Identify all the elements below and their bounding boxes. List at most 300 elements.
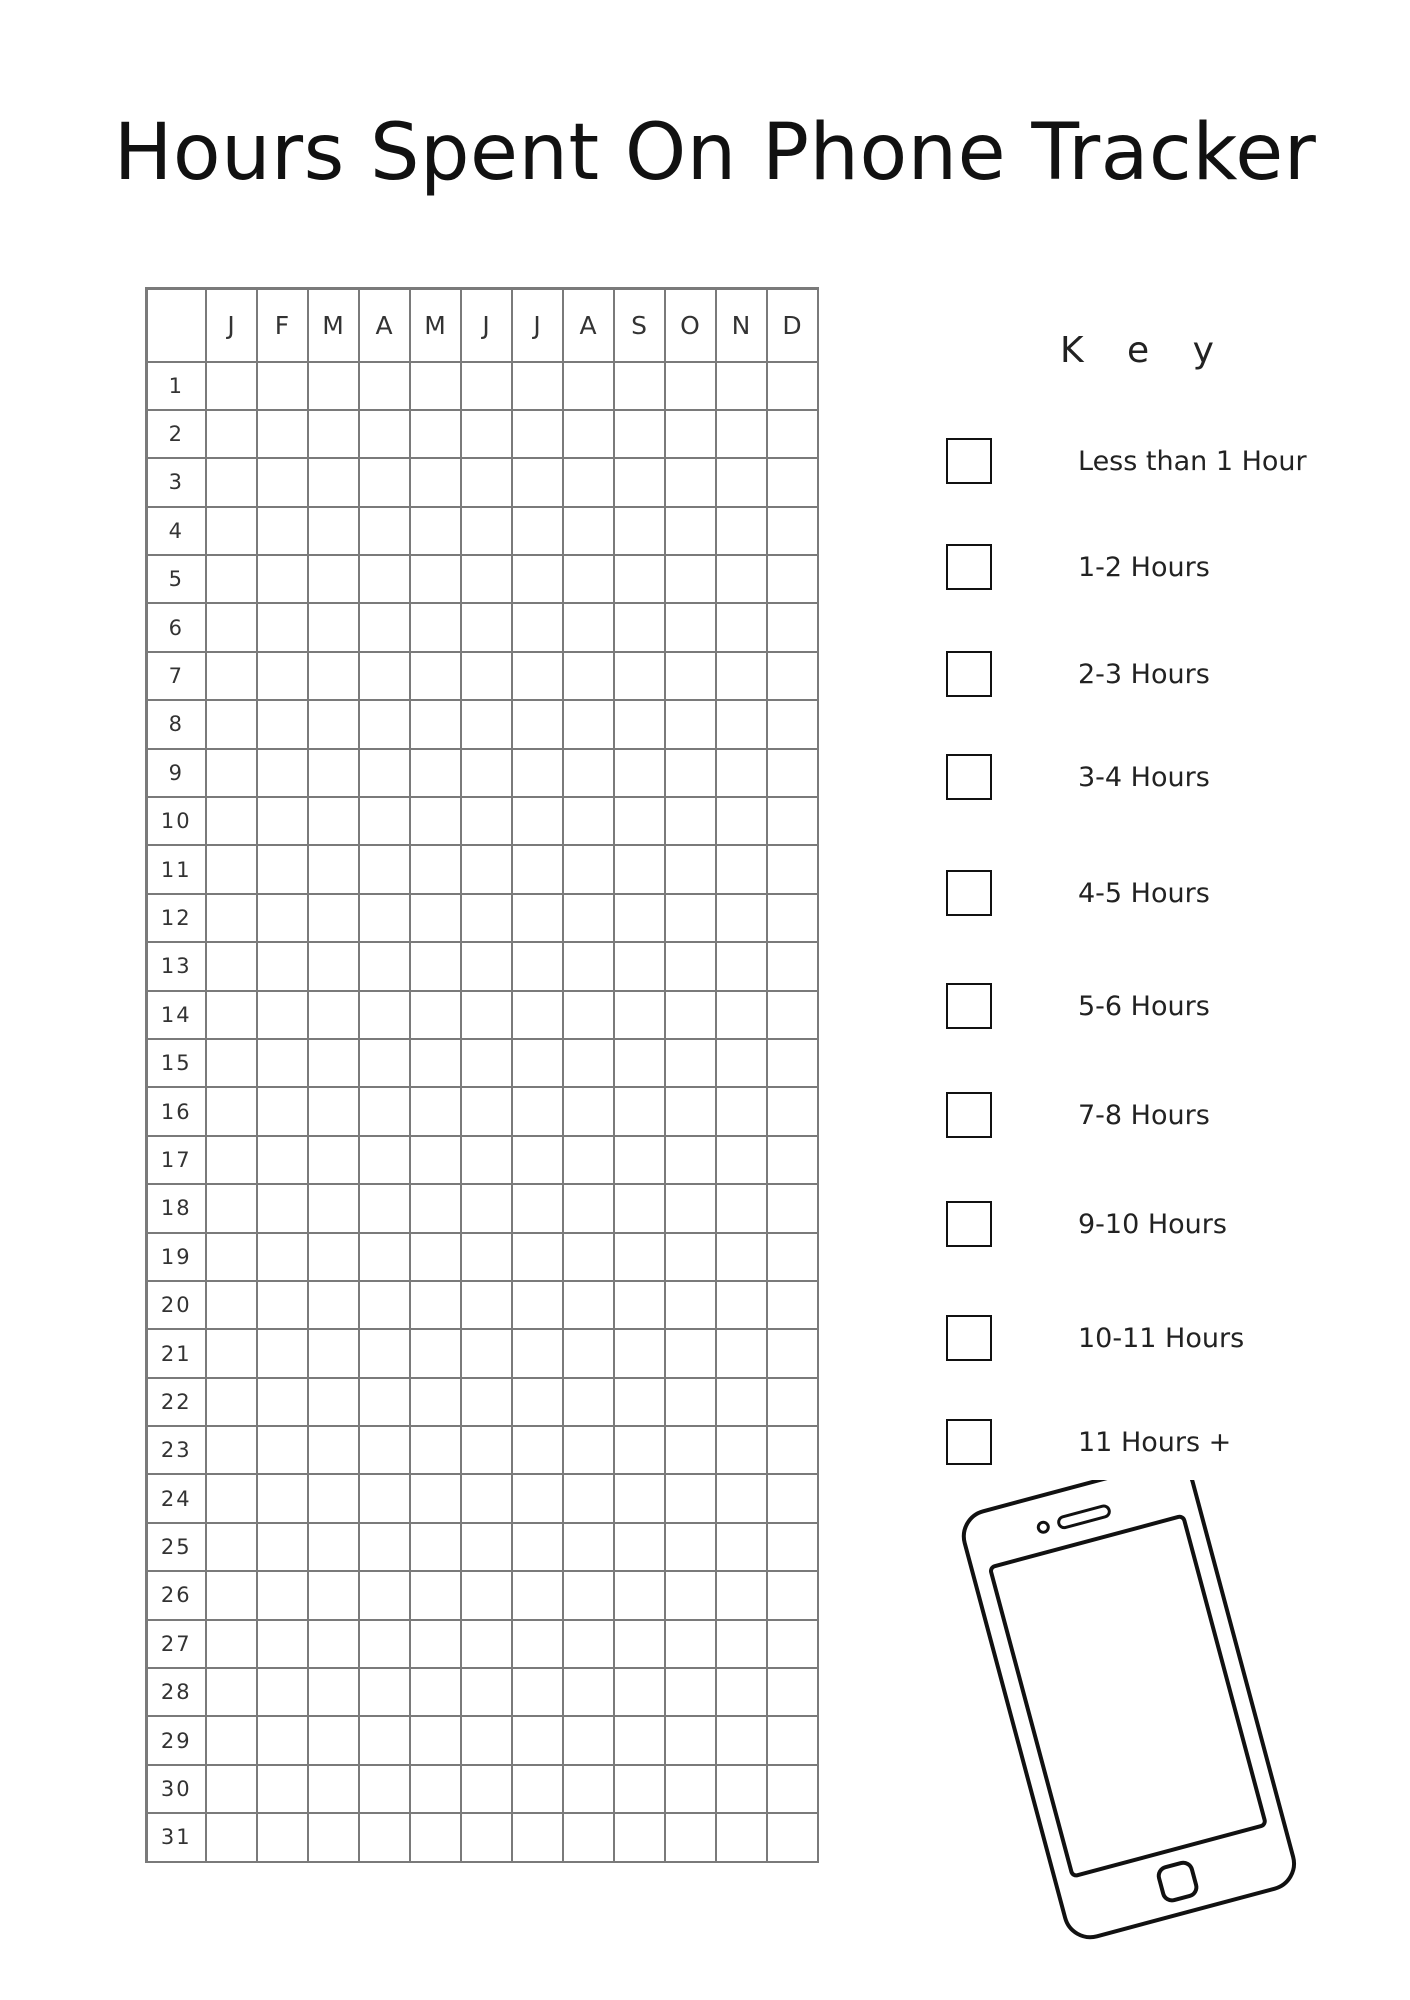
tracker-cell[interactable] — [461, 700, 512, 748]
tracker-cell[interactable] — [563, 1378, 614, 1426]
tracker-cell[interactable] — [614, 845, 665, 893]
tracker-cell[interactable] — [359, 1426, 410, 1474]
tracker-cell[interactable] — [206, 652, 257, 700]
tracker-cell[interactable] — [410, 700, 461, 748]
tracker-cell[interactable] — [767, 749, 818, 797]
tracker-cell[interactable] — [257, 942, 308, 990]
tracker-cell[interactable] — [563, 1474, 614, 1522]
tracker-cell[interactable] — [665, 1184, 716, 1232]
tracker-cell[interactable] — [410, 1136, 461, 1184]
key-checkbox[interactable] — [946, 1201, 992, 1247]
tracker-cell[interactable] — [716, 1813, 767, 1861]
tracker-cell[interactable] — [257, 1474, 308, 1522]
tracker-cell[interactable] — [716, 1329, 767, 1377]
tracker-cell[interactable] — [410, 1233, 461, 1281]
tracker-cell[interactable] — [257, 1087, 308, 1135]
tracker-cell[interactable] — [563, 1184, 614, 1232]
tracker-cell[interactable] — [461, 1329, 512, 1377]
tracker-cell[interactable] — [767, 410, 818, 458]
tracker-cell[interactable] — [716, 555, 767, 603]
tracker-cell[interactable] — [461, 1087, 512, 1135]
tracker-cell[interactable] — [410, 1184, 461, 1232]
tracker-cell[interactable] — [716, 458, 767, 506]
tracker-cell[interactable] — [410, 1039, 461, 1087]
key-checkbox[interactable] — [946, 651, 992, 697]
tracker-cell[interactable] — [206, 991, 257, 1039]
tracker-cell[interactable] — [716, 1087, 767, 1135]
tracker-cell[interactable] — [410, 797, 461, 845]
tracker-cell[interactable] — [410, 1329, 461, 1377]
tracker-cell[interactable] — [512, 797, 563, 845]
tracker-cell[interactable] — [359, 1281, 410, 1329]
tracker-cell[interactable] — [614, 362, 665, 410]
tracker-cell[interactable] — [614, 1523, 665, 1571]
tracker-cell[interactable] — [716, 1523, 767, 1571]
tracker-cell[interactable] — [665, 410, 716, 458]
tracker-cell[interactable] — [665, 652, 716, 700]
tracker-cell[interactable] — [308, 1668, 359, 1716]
tracker-cell[interactable] — [767, 942, 818, 990]
tracker-cell[interactable] — [308, 1523, 359, 1571]
tracker-cell[interactable] — [257, 458, 308, 506]
tracker-cell[interactable] — [257, 362, 308, 410]
tracker-cell[interactable] — [461, 507, 512, 555]
tracker-cell[interactable] — [206, 1184, 257, 1232]
tracker-cell[interactable] — [563, 1716, 614, 1764]
tracker-cell[interactable] — [767, 845, 818, 893]
tracker-cell[interactable] — [359, 555, 410, 603]
tracker-cell[interactable] — [512, 1329, 563, 1377]
tracker-cell[interactable] — [767, 1329, 818, 1377]
tracker-cell[interactable] — [665, 1426, 716, 1474]
tracker-cell[interactable] — [665, 942, 716, 990]
tracker-cell[interactable] — [512, 1668, 563, 1716]
tracker-cell[interactable] — [614, 991, 665, 1039]
tracker-cell[interactable] — [665, 1716, 716, 1764]
tracker-cell[interactable] — [665, 797, 716, 845]
tracker-cell[interactable] — [665, 700, 716, 748]
tracker-cell[interactable] — [563, 410, 614, 458]
tracker-cell[interactable] — [512, 1571, 563, 1619]
tracker-cell[interactable] — [563, 749, 614, 797]
tracker-cell[interactable] — [359, 942, 410, 990]
tracker-cell[interactable] — [614, 507, 665, 555]
tracker-cell[interactable] — [614, 1378, 665, 1426]
tracker-cell[interactable] — [512, 1233, 563, 1281]
tracker-cell[interactable] — [767, 1668, 818, 1716]
tracker-cell[interactable] — [206, 1329, 257, 1377]
tracker-cell[interactable] — [461, 1281, 512, 1329]
tracker-cell[interactable] — [308, 1233, 359, 1281]
tracker-cell[interactable] — [359, 1039, 410, 1087]
tracker-cell[interactable] — [257, 1523, 308, 1571]
tracker-cell[interactable] — [257, 555, 308, 603]
tracker-cell[interactable] — [512, 1378, 563, 1426]
tracker-cell[interactable] — [461, 942, 512, 990]
tracker-cell[interactable] — [563, 894, 614, 942]
tracker-cell[interactable] — [206, 507, 257, 555]
tracker-cell[interactable] — [359, 507, 410, 555]
tracker-cell[interactable] — [257, 1136, 308, 1184]
tracker-cell[interactable] — [767, 1378, 818, 1426]
tracker-cell[interactable] — [665, 555, 716, 603]
tracker-cell[interactable] — [512, 362, 563, 410]
tracker-cell[interactable] — [308, 845, 359, 893]
tracker-cell[interactable] — [308, 1087, 359, 1135]
tracker-cell[interactable] — [461, 410, 512, 458]
tracker-cell[interactable] — [359, 1668, 410, 1716]
tracker-cell[interactable] — [410, 1426, 461, 1474]
tracker-cell[interactable] — [461, 1813, 512, 1861]
tracker-cell[interactable] — [563, 1765, 614, 1813]
tracker-cell[interactable] — [563, 1426, 614, 1474]
tracker-cell[interactable] — [665, 1039, 716, 1087]
tracker-cell[interactable] — [206, 1765, 257, 1813]
tracker-cell[interactable] — [206, 410, 257, 458]
tracker-cell[interactable] — [206, 603, 257, 651]
tracker-cell[interactable] — [359, 1136, 410, 1184]
tracker-cell[interactable] — [410, 603, 461, 651]
tracker-cell[interactable] — [308, 362, 359, 410]
tracker-cell[interactable] — [359, 1716, 410, 1764]
tracker-cell[interactable] — [206, 1039, 257, 1087]
tracker-cell[interactable] — [767, 1281, 818, 1329]
tracker-cell[interactable] — [767, 652, 818, 700]
tracker-cell[interactable] — [767, 1039, 818, 1087]
tracker-cell[interactable] — [206, 1136, 257, 1184]
tracker-cell[interactable] — [359, 797, 410, 845]
tracker-cell[interactable] — [716, 1765, 767, 1813]
tracker-cell[interactable] — [614, 942, 665, 990]
tracker-cell[interactable] — [359, 603, 410, 651]
tracker-cell[interactable] — [461, 1765, 512, 1813]
tracker-cell[interactable] — [359, 1620, 410, 1668]
tracker-cell[interactable] — [767, 1233, 818, 1281]
tracker-cell[interactable] — [512, 1716, 563, 1764]
tracker-cell[interactable] — [614, 603, 665, 651]
tracker-cell[interactable] — [461, 1378, 512, 1426]
tracker-cell[interactable] — [767, 1813, 818, 1861]
tracker-cell[interactable] — [563, 797, 614, 845]
tracker-cell[interactable] — [614, 797, 665, 845]
tracker-cell[interactable] — [359, 1087, 410, 1135]
tracker-cell[interactable] — [308, 749, 359, 797]
tracker-cell[interactable] — [206, 1233, 257, 1281]
tracker-cell[interactable] — [665, 1523, 716, 1571]
tracker-cell[interactable] — [206, 894, 257, 942]
tracker-cell[interactable] — [767, 555, 818, 603]
tracker-cell[interactable] — [665, 1620, 716, 1668]
tracker-cell[interactable] — [308, 797, 359, 845]
tracker-cell[interactable] — [512, 700, 563, 748]
tracker-cell[interactable] — [461, 845, 512, 893]
tracker-cell[interactable] — [257, 1184, 308, 1232]
tracker-cell[interactable] — [461, 1426, 512, 1474]
tracker-cell[interactable] — [665, 749, 716, 797]
tracker-cell[interactable] — [257, 603, 308, 651]
tracker-cell[interactable] — [359, 1571, 410, 1619]
tracker-cell[interactable] — [767, 1765, 818, 1813]
tracker-cell[interactable] — [257, 652, 308, 700]
tracker-cell[interactable] — [257, 1716, 308, 1764]
key-checkbox[interactable] — [946, 438, 992, 484]
tracker-cell[interactable] — [767, 700, 818, 748]
tracker-cell[interactable] — [614, 458, 665, 506]
tracker-cell[interactable] — [512, 1184, 563, 1232]
tracker-cell[interactable] — [410, 1813, 461, 1861]
key-checkbox[interactable] — [946, 1315, 992, 1361]
tracker-cell[interactable] — [665, 845, 716, 893]
tracker-cell[interactable] — [308, 1571, 359, 1619]
tracker-cell[interactable] — [716, 1716, 767, 1764]
tracker-cell[interactable] — [308, 1378, 359, 1426]
tracker-cell[interactable] — [716, 1281, 767, 1329]
tracker-cell[interactable] — [512, 507, 563, 555]
tracker-cell[interactable] — [461, 797, 512, 845]
tracker-cell[interactable] — [767, 362, 818, 410]
tracker-cell[interactable] — [665, 362, 716, 410]
tracker-cell[interactable] — [410, 1668, 461, 1716]
tracker-cell[interactable] — [410, 458, 461, 506]
tracker-cell[interactable] — [665, 1087, 716, 1135]
tracker-cell[interactable] — [257, 1039, 308, 1087]
tracker-cell[interactable] — [461, 1184, 512, 1232]
tracker-cell[interactable] — [206, 749, 257, 797]
tracker-cell[interactable] — [614, 1813, 665, 1861]
tracker-cell[interactable] — [461, 1233, 512, 1281]
tracker-cell[interactable] — [206, 1474, 257, 1522]
tracker-cell[interactable] — [410, 1474, 461, 1522]
tracker-cell[interactable] — [206, 362, 257, 410]
tracker-cell[interactable] — [563, 1329, 614, 1377]
tracker-cell[interactable] — [665, 1329, 716, 1377]
tracker-cell[interactable] — [206, 797, 257, 845]
tracker-cell[interactable] — [614, 1329, 665, 1377]
tracker-cell[interactable] — [308, 1765, 359, 1813]
tracker-cell[interactable] — [563, 700, 614, 748]
tracker-cell[interactable] — [665, 894, 716, 942]
tracker-cell[interactable] — [359, 362, 410, 410]
tracker-cell[interactable] — [716, 894, 767, 942]
tracker-cell[interactable] — [308, 555, 359, 603]
tracker-cell[interactable] — [512, 652, 563, 700]
tracker-cell[interactable] — [410, 1523, 461, 1571]
tracker-cell[interactable] — [257, 507, 308, 555]
tracker-cell[interactable] — [614, 1233, 665, 1281]
tracker-cell[interactable] — [410, 507, 461, 555]
tracker-cell[interactable] — [767, 1087, 818, 1135]
tracker-cell[interactable] — [206, 458, 257, 506]
tracker-cell[interactable] — [461, 555, 512, 603]
tracker-cell[interactable] — [716, 991, 767, 1039]
tracker-cell[interactable] — [308, 1039, 359, 1087]
tracker-cell[interactable] — [359, 845, 410, 893]
tracker-cell[interactable] — [512, 991, 563, 1039]
key-checkbox[interactable] — [946, 870, 992, 916]
tracker-cell[interactable] — [614, 1087, 665, 1135]
tracker-cell[interactable] — [410, 555, 461, 603]
tracker-cell[interactable] — [308, 991, 359, 1039]
tracker-cell[interactable] — [512, 603, 563, 651]
tracker-cell[interactable] — [308, 603, 359, 651]
tracker-cell[interactable] — [410, 991, 461, 1039]
tracker-cell[interactable] — [206, 1668, 257, 1716]
tracker-cell[interactable] — [563, 1668, 614, 1716]
tracker-cell[interactable] — [461, 652, 512, 700]
tracker-cell[interactable] — [767, 507, 818, 555]
tracker-cell[interactable] — [767, 1474, 818, 1522]
tracker-cell[interactable] — [512, 749, 563, 797]
tracker-cell[interactable] — [308, 458, 359, 506]
tracker-cell[interactable] — [767, 991, 818, 1039]
tracker-cell[interactable] — [308, 1281, 359, 1329]
tracker-cell[interactable] — [512, 555, 563, 603]
tracker-cell[interactable] — [206, 1426, 257, 1474]
tracker-cell[interactable] — [257, 1620, 308, 1668]
tracker-cell[interactable] — [512, 458, 563, 506]
tracker-cell[interactable] — [359, 1523, 410, 1571]
tracker-cell[interactable] — [257, 1571, 308, 1619]
tracker-cell[interactable] — [614, 1184, 665, 1232]
tracker-cell[interactable] — [614, 410, 665, 458]
tracker-cell[interactable] — [512, 1136, 563, 1184]
tracker-cell[interactable] — [359, 1329, 410, 1377]
tracker-cell[interactable] — [461, 894, 512, 942]
tracker-cell[interactable] — [614, 1716, 665, 1764]
tracker-cell[interactable] — [206, 700, 257, 748]
tracker-cell[interactable] — [716, 1474, 767, 1522]
tracker-cell[interactable] — [665, 1233, 716, 1281]
tracker-cell[interactable] — [359, 749, 410, 797]
tracker-cell[interactable] — [257, 1378, 308, 1426]
tracker-cell[interactable] — [308, 652, 359, 700]
tracker-cell[interactable] — [767, 1136, 818, 1184]
tracker-cell[interactable] — [359, 1378, 410, 1426]
tracker-cell[interactable] — [563, 507, 614, 555]
tracker-cell[interactable] — [359, 410, 410, 458]
tracker-cell[interactable] — [359, 1233, 410, 1281]
tracker-cell[interactable] — [716, 700, 767, 748]
tracker-cell[interactable] — [563, 1523, 614, 1571]
tracker-cell[interactable] — [716, 1378, 767, 1426]
tracker-cell[interactable] — [512, 1281, 563, 1329]
tracker-cell[interactable] — [308, 700, 359, 748]
tracker-cell[interactable] — [257, 1426, 308, 1474]
tracker-cell[interactable] — [410, 1087, 461, 1135]
key-checkbox[interactable] — [946, 1092, 992, 1138]
tracker-cell[interactable] — [512, 1474, 563, 1522]
tracker-cell[interactable] — [257, 1281, 308, 1329]
tracker-cell[interactable] — [308, 894, 359, 942]
tracker-cell[interactable] — [716, 1233, 767, 1281]
tracker-cell[interactable] — [614, 1668, 665, 1716]
tracker-cell[interactable] — [665, 458, 716, 506]
tracker-cell[interactable] — [665, 1136, 716, 1184]
tracker-cell[interactable] — [767, 1571, 818, 1619]
tracker-cell[interactable] — [665, 1281, 716, 1329]
tracker-cell[interactable] — [410, 894, 461, 942]
tracker-cell[interactable] — [461, 991, 512, 1039]
tracker-cell[interactable] — [308, 1184, 359, 1232]
tracker-cell[interactable] — [614, 1281, 665, 1329]
tracker-cell[interactable] — [512, 1039, 563, 1087]
tracker-cell[interactable] — [614, 1765, 665, 1813]
tracker-cell[interactable] — [206, 1620, 257, 1668]
tracker-cell[interactable] — [410, 1765, 461, 1813]
tracker-cell[interactable] — [410, 749, 461, 797]
tracker-cell[interactable] — [512, 942, 563, 990]
tracker-cell[interactable] — [308, 410, 359, 458]
tracker-cell[interactable] — [461, 1571, 512, 1619]
tracker-cell[interactable] — [614, 1039, 665, 1087]
tracker-cell[interactable] — [716, 1620, 767, 1668]
tracker-cell[interactable] — [461, 1136, 512, 1184]
key-checkbox[interactable] — [946, 754, 992, 800]
tracker-cell[interactable] — [461, 458, 512, 506]
tracker-cell[interactable] — [512, 1620, 563, 1668]
tracker-cell[interactable] — [257, 797, 308, 845]
tracker-cell[interactable] — [563, 1281, 614, 1329]
tracker-cell[interactable] — [665, 603, 716, 651]
tracker-cell[interactable] — [359, 1474, 410, 1522]
tracker-cell[interactable] — [563, 555, 614, 603]
tracker-cell[interactable] — [563, 1136, 614, 1184]
tracker-cell[interactable] — [257, 700, 308, 748]
tracker-cell[interactable] — [767, 1716, 818, 1764]
tracker-cell[interactable] — [767, 1426, 818, 1474]
tracker-cell[interactable] — [410, 1378, 461, 1426]
tracker-cell[interactable] — [461, 1620, 512, 1668]
tracker-cell[interactable] — [308, 1620, 359, 1668]
tracker-cell[interactable] — [716, 845, 767, 893]
tracker-cell[interactable] — [563, 1039, 614, 1087]
tracker-cell[interactable] — [257, 1813, 308, 1861]
tracker-cell[interactable] — [767, 603, 818, 651]
tracker-cell[interactable] — [563, 1620, 614, 1668]
tracker-cell[interactable] — [206, 1378, 257, 1426]
tracker-cell[interactable] — [665, 1765, 716, 1813]
tracker-cell[interactable] — [359, 700, 410, 748]
tracker-cell[interactable] — [461, 1716, 512, 1764]
key-checkbox[interactable] — [946, 983, 992, 1029]
tracker-cell[interactable] — [206, 1523, 257, 1571]
tracker-cell[interactable] — [563, 603, 614, 651]
tracker-cell[interactable] — [410, 942, 461, 990]
tracker-cell[interactable] — [257, 991, 308, 1039]
tracker-cell[interactable] — [665, 1378, 716, 1426]
tracker-cell[interactable] — [410, 410, 461, 458]
tracker-cell[interactable] — [359, 1813, 410, 1861]
tracker-cell[interactable] — [716, 603, 767, 651]
tracker-cell[interactable] — [308, 942, 359, 990]
tracker-cell[interactable] — [206, 845, 257, 893]
tracker-cell[interactable] — [308, 1136, 359, 1184]
tracker-cell[interactable] — [206, 1281, 257, 1329]
tracker-cell[interactable] — [767, 1523, 818, 1571]
tracker-cell[interactable] — [614, 1426, 665, 1474]
tracker-cell[interactable] — [767, 1620, 818, 1668]
tracker-cell[interactable] — [563, 1233, 614, 1281]
tracker-cell[interactable] — [308, 1329, 359, 1377]
tracker-cell[interactable] — [308, 1716, 359, 1764]
tracker-cell[interactable] — [257, 845, 308, 893]
tracker-cell[interactable] — [461, 603, 512, 651]
tracker-cell[interactable] — [665, 1668, 716, 1716]
tracker-cell[interactable] — [665, 1571, 716, 1619]
tracker-cell[interactable] — [563, 652, 614, 700]
tracker-cell[interactable] — [410, 362, 461, 410]
tracker-cell[interactable] — [410, 1716, 461, 1764]
